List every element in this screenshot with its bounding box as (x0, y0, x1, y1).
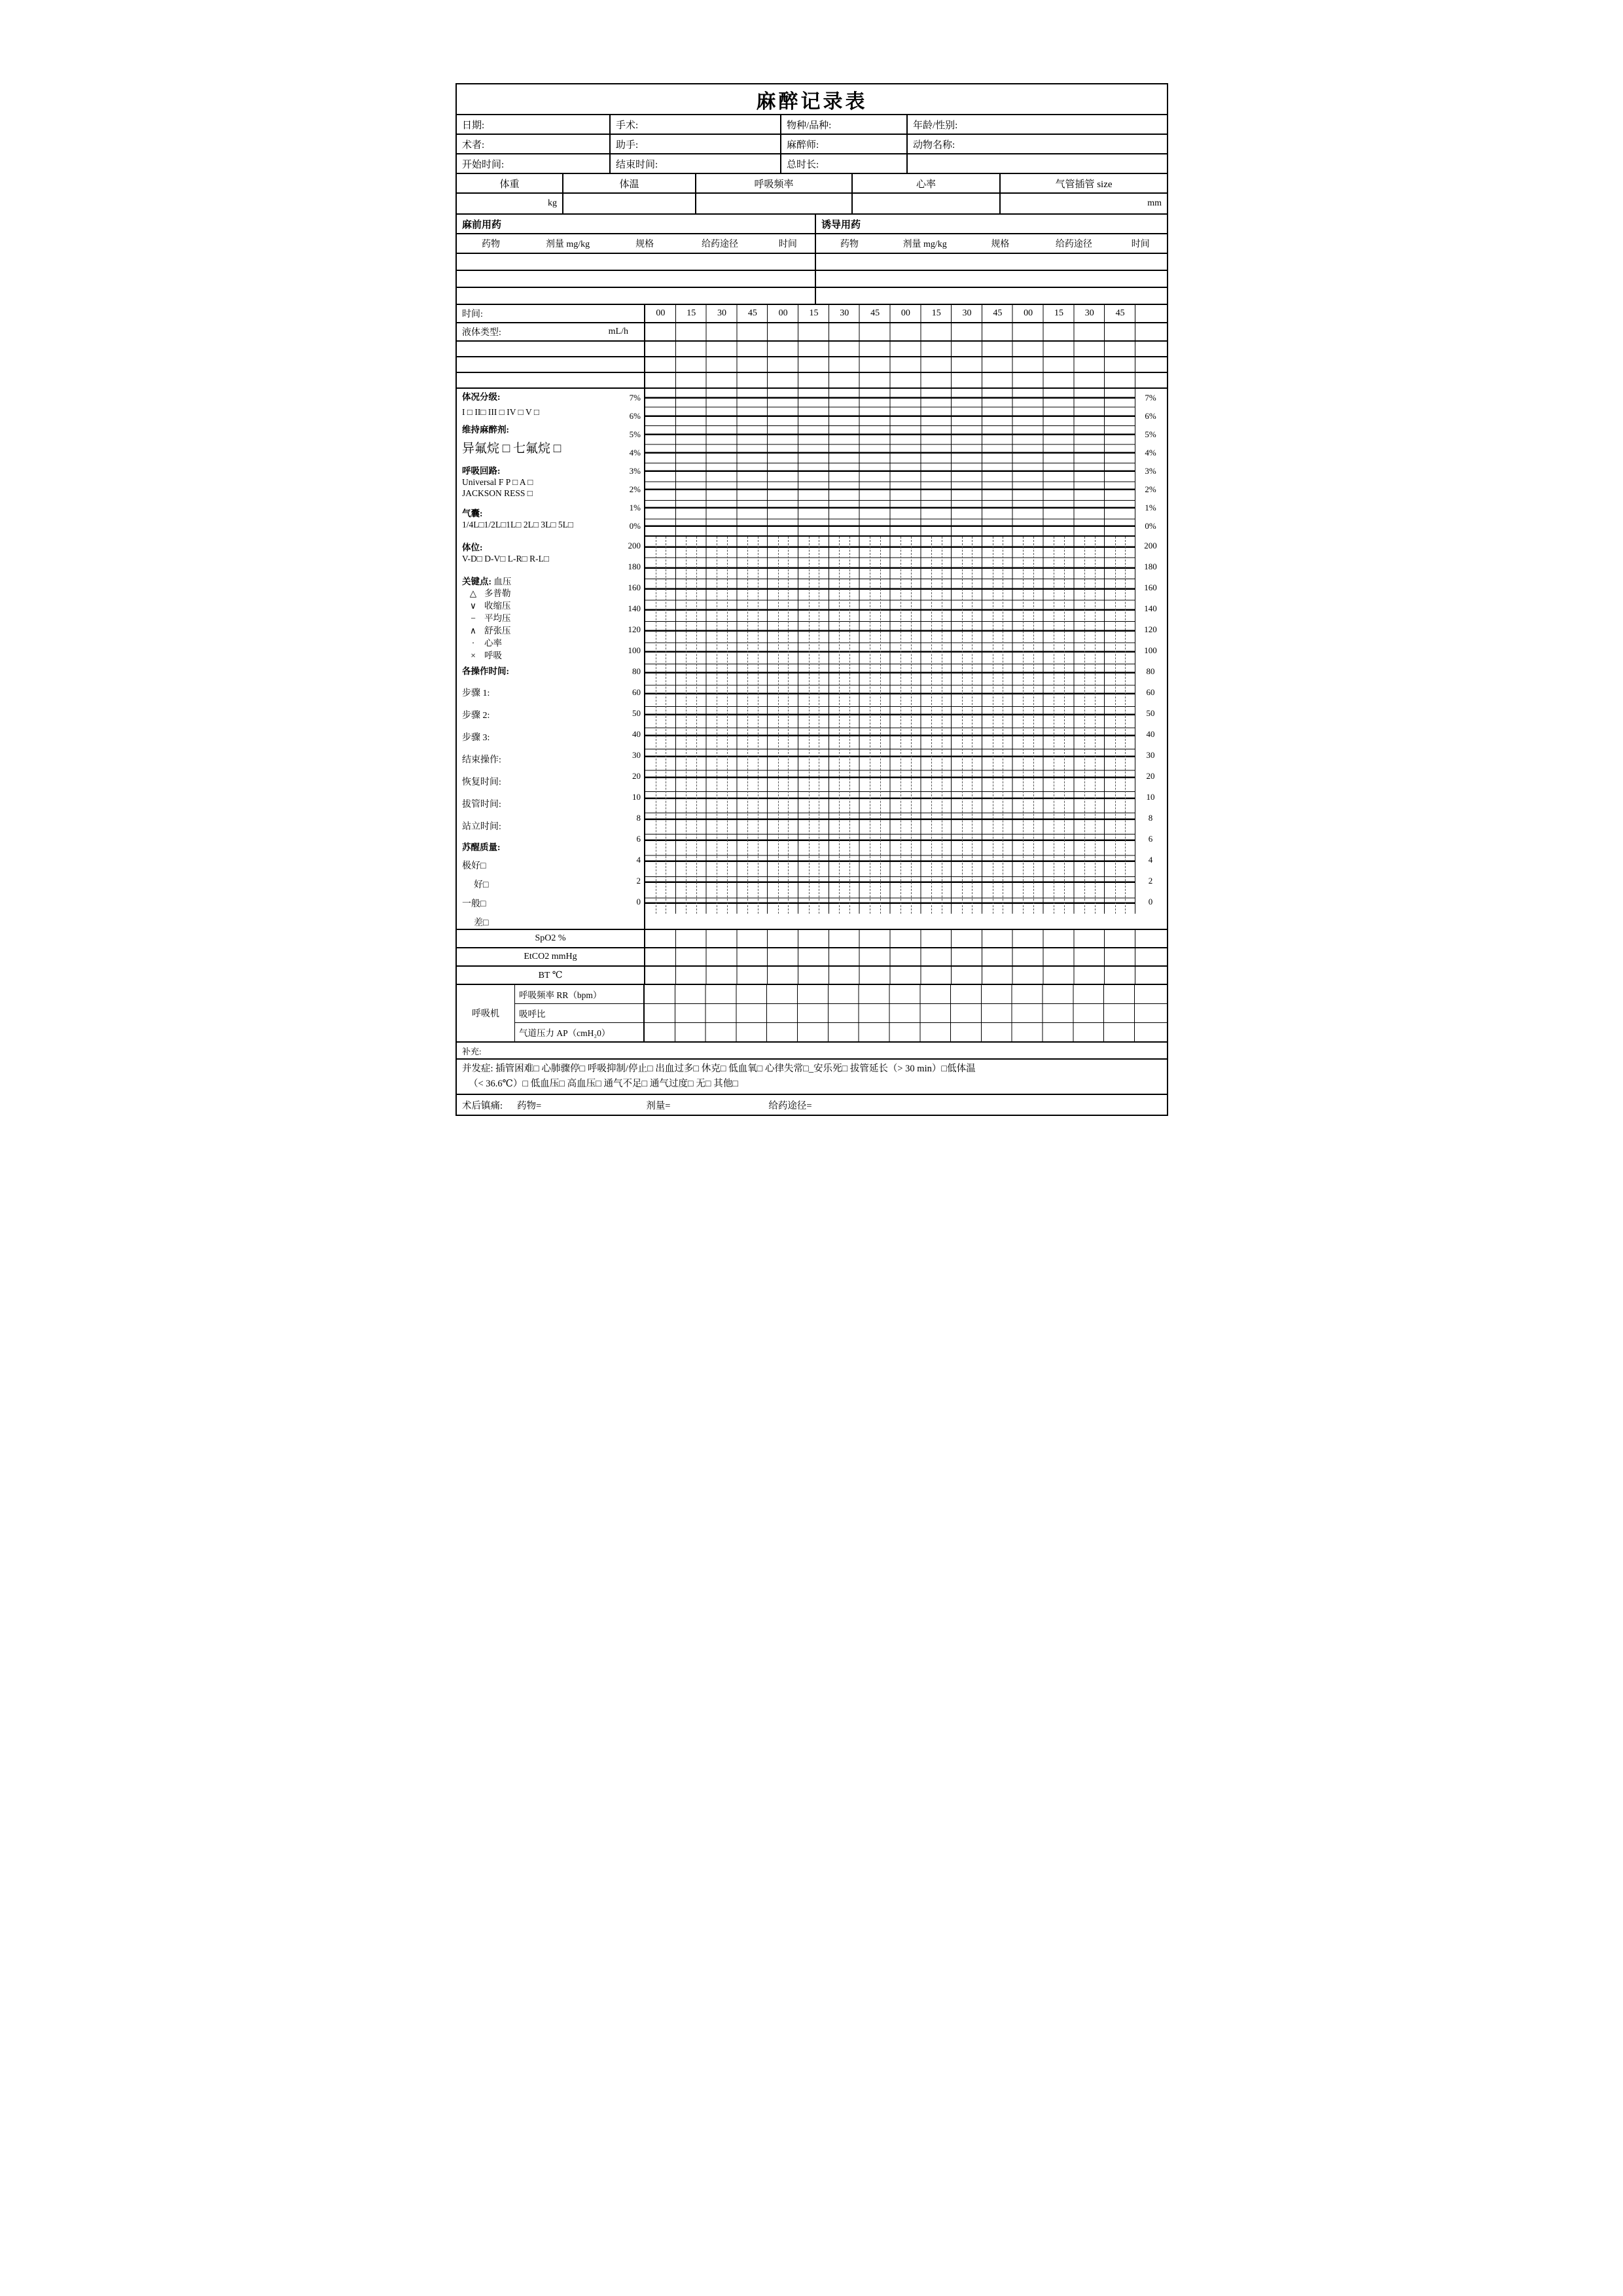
scale-label: 2% (1145, 484, 1156, 494)
ventilator-rr-label: 呼吸频率 RR（bpm） (515, 985, 645, 1003)
position-label: 体位: (462, 543, 483, 552)
scale-label: 60 (632, 687, 641, 697)
etco2-grid[interactable] (645, 948, 1135, 965)
anesthesia-record-form (455, 83, 1168, 1116)
keypoint-symbol: · (471, 638, 475, 648)
time-cell[interactable]: 30 (1084, 308, 1094, 318)
page-title: 麻醉记录表 (756, 90, 868, 113)
scale-label: 0 (1148, 897, 1153, 906)
recovery-option[interactable]: 差□ (474, 918, 489, 928)
scale-label: 20 (1146, 771, 1155, 781)
scale-label: 1% (1145, 503, 1156, 512)
scale-label: 0 (636, 897, 641, 906)
anesthetic-percent-grid[interactable] (645, 389, 1135, 535)
operation-step-field[interactable]: 站立时间: (462, 822, 501, 832)
time-grid (645, 305, 1135, 322)
keypoint-row (462, 600, 644, 612)
operation-step-field[interactable]: 步骤 2: (462, 711, 490, 721)
keypoint-row (462, 612, 644, 624)
premed-entry-cell[interactable] (457, 271, 816, 287)
med-col-header: 给药途径 (1055, 240, 1092, 249)
info-row-3 (457, 154, 1167, 174)
keypoints-legend (462, 587, 644, 662)
bt-label: BT ℃ (457, 967, 645, 984)
scale-label: 6% (1145, 411, 1156, 421)
time-cell[interactable]: 00 (656, 308, 666, 318)
ventilator-ie-grid[interactable] (645, 1004, 1135, 1022)
scale-label: 2 (636, 876, 641, 886)
keypoint-label: 舒张压 (484, 626, 511, 636)
time-cell[interactable]: 00 (778, 308, 788, 318)
bt-grid[interactable] (645, 967, 1135, 984)
grid-dash-line (727, 537, 728, 914)
temperature-value-cell[interactable] (563, 194, 696, 213)
grid-dash-line (747, 537, 748, 914)
heart-rate-header: 心率 (853, 174, 1001, 192)
scale-label: 6% (629, 411, 641, 421)
scale-label: 80 (1146, 666, 1155, 676)
ventilator-ie-label: 吸呼比 (515, 1004, 645, 1022)
scale-label: 200 (628, 541, 641, 550)
scale-label: 1% (629, 503, 641, 512)
medication-entry-row (457, 271, 1167, 288)
time-cell[interactable]: 15 (931, 308, 941, 318)
med-col-header: 时间 (778, 240, 797, 249)
grid-dash-line (1033, 537, 1034, 914)
operation-step-field[interactable]: 步骤 3: (462, 733, 490, 743)
grid-dash-line (1023, 537, 1024, 914)
scale-label: 120 (1144, 624, 1157, 634)
supplement-label: 补充: (462, 1046, 482, 1056)
blank-grid-row (457, 373, 1167, 389)
medication-title-row (457, 215, 1167, 234)
monitor-row-etco2 (457, 948, 1167, 967)
ventilator-ap-label: 气道压力 AP（cmH₂0） (515, 1023, 645, 1041)
operation-step-field[interactable]: 拔管时间: (462, 800, 501, 810)
grid-dash-line (686, 537, 687, 914)
right-scale (1135, 389, 1166, 929)
maintenance-anesthetic-options[interactable]: 异氟烷 □ 七氟烷 □ (462, 442, 562, 456)
assistant-field[interactable]: 助手: (611, 135, 781, 153)
grid-dash-line (788, 537, 789, 914)
scale-label: 0% (629, 521, 641, 531)
keypoint-label: 呼吸 (484, 651, 502, 660)
time-cell[interactable]: 15 (809, 308, 819, 318)
operation-step-field[interactable]: 结束操作: (462, 755, 501, 765)
et-tube-value-cell[interactable]: mm (1147, 198, 1162, 208)
scale-label: 10 (632, 792, 641, 802)
keypoints-bp-label: 血压 (493, 577, 512, 586)
ventilator-row-ie (515, 1004, 1167, 1023)
title-row (457, 84, 1167, 115)
complications-row[interactable] (457, 1060, 1167, 1095)
keypoints-header (462, 576, 644, 587)
time-cell[interactable]: 45 (1115, 308, 1125, 318)
scale-label: 180 (1144, 562, 1157, 571)
time-label: 时间: (457, 305, 645, 322)
scale-label: 6 (1148, 834, 1153, 844)
grid-dash-line (962, 537, 963, 914)
med-col-header: 药物 (481, 240, 500, 249)
grid-dash-line (1064, 537, 1065, 914)
position-options[interactable]: V-D□ D-V□ L-R□ R-L□ (462, 554, 549, 564)
keypoint-row (462, 649, 644, 662)
blank-label-cell[interactable] (457, 357, 645, 372)
ventilator-row-rr (515, 985, 1167, 1004)
med-col-header: 时间 (1131, 240, 1150, 249)
scale-label: 200 (1144, 541, 1157, 550)
induction-entry-cell[interactable] (816, 271, 1167, 287)
etco2-extra-cell (1135, 948, 1166, 965)
fluid-label-cell[interactable] (457, 323, 645, 340)
scale-label: 4% (629, 448, 641, 457)
breathing-circuit-option-2[interactable]: JACKSON RESS □ (462, 488, 533, 498)
premed-columns (457, 234, 816, 253)
vitals-value-row (457, 194, 1167, 215)
keypoint-symbol: △ (469, 588, 477, 598)
spo2-extra-cell (1135, 930, 1166, 947)
scale-label: 10 (1146, 792, 1155, 802)
weight-header: 体重 (457, 174, 563, 192)
scale-label: 140 (628, 603, 641, 613)
info-row-1 (457, 115, 1167, 135)
postop-label: 术后镇痛: (462, 1100, 503, 1111)
medication-columns-row (457, 234, 1167, 254)
breathing-circuit-label: 呼吸回路: (462, 466, 501, 476)
postop-analgesia-row (457, 1095, 1167, 1115)
postop-route-field[interactable]: 给药途径= (768, 1100, 812, 1111)
grid-dash-line (849, 537, 850, 914)
operation-step-field[interactable]: 步骤 1: (462, 689, 490, 698)
scale-label: 7% (1145, 393, 1156, 403)
condition-grade-options[interactable]: I □ II□ III □ IV □ V □ (462, 407, 540, 417)
ventilator-ap-grid[interactable] (645, 1023, 1135, 1041)
complications-line-1[interactable]: 并发症: 插管困难□ 心肺骤停□ 呼吸抑制/停止□ 出血过多□ 休克□ 低血氧□ 心律失常□_安乐死□ 拔管延长（> 30 min）□低体温 (462, 1064, 976, 1074)
weight-value-cell[interactable]: kg (457, 194, 563, 213)
maintenance-anesthetic-label: 维持麻醉剂: (462, 425, 509, 435)
bag-label: 气囊: (462, 509, 483, 518)
anesthesia-record-page (406, 0, 1217, 1148)
scale-label: 5% (629, 429, 641, 439)
time-cell[interactable]: 30 (717, 308, 727, 318)
animal-name-field[interactable]: 动物名称: (913, 139, 955, 151)
scale-label: 180 (628, 562, 641, 571)
keypoints-label: 关键点: (462, 577, 491, 586)
recovery-quality-label: 苏醒质量: (462, 842, 501, 852)
postop-drug-field[interactable]: 药物= (517, 1100, 542, 1111)
blank-extra-cell (1135, 342, 1166, 356)
premed-entry-cell[interactable] (457, 288, 816, 304)
scale-label: 4% (1145, 448, 1156, 457)
total-duration-field[interactable]: 总时长: (781, 154, 908, 173)
keypoint-row (462, 587, 644, 600)
blank-grid[interactable] (645, 373, 1135, 387)
induction-columns (816, 234, 1167, 253)
et-tube-header: 气管插管 size (1055, 179, 1113, 190)
scale-label: 30 (632, 750, 641, 760)
time-extra-cell (1135, 305, 1166, 322)
scale-label: 160 (628, 583, 641, 592)
anesthetist-field[interactable]: 麻醉师: (781, 135, 908, 153)
scale-label: 160 (1144, 583, 1157, 592)
chart-column (645, 389, 1135, 929)
scale-label: 50 (1146, 708, 1155, 718)
keypoint-symbol: × (471, 651, 476, 660)
scale-label: 40 (1146, 729, 1155, 739)
keypoint-symbol: ∧ (470, 626, 476, 636)
scale-label: 60 (1146, 687, 1155, 697)
respiratory-rate-value-cell[interactable] (696, 194, 853, 213)
ventilator-rr-extra (1135, 985, 1165, 1003)
time-cell[interactable]: 30 (962, 308, 972, 318)
info-row-2 (457, 135, 1167, 154)
monitor-row-bt (457, 967, 1167, 985)
blank-grid[interactable] (645, 357, 1135, 372)
scale-label: 20 (632, 771, 641, 781)
grid-dash-line (839, 537, 840, 914)
blank-label-cell[interactable] (457, 373, 645, 387)
keypoint-label: 心率 (484, 638, 502, 648)
bt-extra-cell (1135, 967, 1166, 984)
keypoint-row (462, 624, 644, 637)
med-col-header: 药物 (840, 240, 859, 249)
blank-grid-row (457, 342, 1167, 357)
recovery-option[interactable]: 极好□ (462, 861, 486, 871)
fluid-unit-label: mL/h (608, 327, 628, 336)
medication-entry-row (457, 288, 1167, 305)
keypoint-symbol: ∨ (470, 601, 476, 611)
supplement-row[interactable] (457, 1043, 1167, 1060)
species-field[interactable]: 物种/品种: (781, 115, 908, 134)
recovery-option[interactable]: 一般□ (462, 899, 486, 909)
scale-label: 100 (628, 645, 641, 655)
date-field[interactable]: 日期: (457, 115, 611, 134)
grid-dash-line (911, 537, 912, 914)
grid-dash-line (1095, 537, 1096, 914)
complications-line-2[interactable]: （< 36.6℃）□ 低血压□ 高血压□ 通气不足□ 通气过度□ 无□ 其他□ (469, 1079, 738, 1089)
scale-label: 4 (1148, 855, 1153, 865)
time-cell[interactable]: 30 (840, 308, 849, 318)
spo2-grid[interactable] (645, 930, 1135, 947)
form-sidebar (457, 389, 645, 929)
age-sex-field[interactable]: 年龄/性别: (913, 120, 958, 131)
left-scale (618, 389, 644, 912)
condition-grade-label: 体况分级: (462, 392, 501, 402)
operation-steps-list (462, 686, 644, 833)
keypoint-label: 多普勒 (484, 588, 511, 598)
time-cell[interactable]: 45 (747, 308, 757, 318)
grid-dash-line (809, 537, 810, 914)
time-cell[interactable]: 15 (1054, 308, 1063, 318)
grid-dash-line (1115, 537, 1116, 914)
fluid-extra-cell (1135, 323, 1166, 340)
scale-label: 50 (632, 708, 641, 718)
start-time-field[interactable]: 开始时间: (457, 154, 611, 173)
grid-dash-line (1084, 537, 1085, 914)
scale-label: 2 (1148, 876, 1153, 886)
med-col-header: 剂量 mg/kg (545, 240, 590, 249)
time-cell[interactable]: 45 (993, 308, 1003, 318)
keypoint-label: 收缩压 (484, 601, 511, 611)
etco2-label: EtCO2 mmHg (457, 948, 645, 965)
time-cell[interactable]: 45 (870, 308, 880, 318)
time-cell[interactable]: 00 (901, 308, 910, 318)
fluid-grid[interactable] (645, 323, 1135, 340)
keypoint-symbol: − (471, 613, 476, 623)
spo2-label: SpO2 % (457, 930, 645, 947)
scale-label: 40 (632, 729, 641, 739)
fluid-type-label: 液体类型: (462, 328, 501, 338)
scale-label: 3% (629, 466, 641, 476)
grid-dash-line (931, 537, 932, 914)
heart-rate-value-cell[interactable] (853, 194, 1001, 213)
blank-extra-cell (1135, 357, 1166, 372)
scale-label: 80 (632, 666, 641, 676)
scale-label: 6 (636, 834, 641, 844)
vitals-trend-grid[interactable] (645, 535, 1135, 914)
grid-dash-line (880, 537, 881, 914)
blank-grid-row (457, 357, 1167, 373)
operation-times-label: 各操作时间: (462, 666, 509, 676)
grid-dash-line (1125, 537, 1126, 914)
scale-label: 30 (1146, 750, 1155, 760)
grid-dash-line (778, 537, 779, 914)
ventilator-ap-extra (1135, 1023, 1165, 1041)
scale-label: 7% (629, 393, 641, 403)
bag-options[interactable]: 1/4L□1/2L□1L□ 2L□ 3L□ 5L□ (462, 520, 574, 529)
scale-label: 140 (1144, 603, 1157, 613)
scale-label: 5% (1145, 429, 1156, 439)
vitals-header-row (457, 174, 1167, 194)
chart-region (457, 389, 1167, 930)
ventilator-label: 呼吸机 (457, 985, 515, 1041)
induction-entry-cell[interactable] (816, 288, 1167, 304)
scale-label: 8 (1148, 813, 1153, 823)
ventilator-block (457, 985, 1167, 1043)
fluid-row (457, 323, 1167, 342)
end-time-field[interactable]: 结束时间: (611, 154, 781, 173)
ventilator-rr-grid[interactable] (645, 985, 1135, 1003)
keypoint-row (462, 637, 644, 649)
operation-step-field[interactable]: 恢复时间: (462, 778, 501, 787)
surgery-field[interactable]: 手术: (611, 115, 781, 134)
premed-entry-cell[interactable] (457, 254, 816, 270)
monitor-row-spo2 (457, 930, 1167, 948)
med-col-header: 剂量 mg/kg (902, 240, 947, 249)
blank-extra-cell (1135, 373, 1166, 387)
scale-label: 8 (636, 813, 641, 823)
respiratory-rate-header: 呼吸频率 (696, 174, 853, 192)
med-col-header: 规格 (991, 240, 1010, 249)
blank-grid[interactable] (645, 342, 1135, 356)
time-cell[interactable]: 00 (1024, 308, 1033, 318)
premed-title: 麻前用药 (457, 215, 816, 233)
postop-dose-field[interactable]: 剂量= (646, 1100, 671, 1111)
keypoint-label: 平均压 (484, 613, 511, 623)
recovery-option[interactable]: 好□ (474, 880, 489, 890)
breathing-circuit-option-1[interactable]: Universal F P □ A □ (462, 477, 533, 487)
scale-label: 3% (1145, 466, 1156, 476)
surgeon-field[interactable]: 术者: (457, 135, 611, 153)
ventilator-ie-extra (1135, 1004, 1165, 1022)
med-col-header: 规格 (635, 240, 654, 249)
induction-title: 诱导用药 (821, 219, 861, 230)
time-cell[interactable]: 15 (687, 308, 696, 318)
scale-label: 120 (628, 624, 641, 634)
induction-entry-cell[interactable] (816, 254, 1167, 270)
recovery-options-list (462, 859, 644, 929)
ventilator-row-ap (515, 1023, 1167, 1041)
info-blank-cell (908, 154, 1167, 173)
scale-label: 2% (629, 484, 641, 494)
scale-label: 4 (636, 855, 641, 865)
temperature-header: 体温 (563, 174, 696, 192)
blank-label-cell[interactable] (457, 342, 645, 356)
medication-entry-row (457, 254, 1167, 271)
med-col-header: 给药途径 (702, 240, 738, 249)
scale-label: 100 (1144, 645, 1157, 655)
time-row (457, 305, 1167, 323)
scale-label: 0% (1145, 521, 1156, 531)
grid-dash-line (696, 537, 697, 914)
